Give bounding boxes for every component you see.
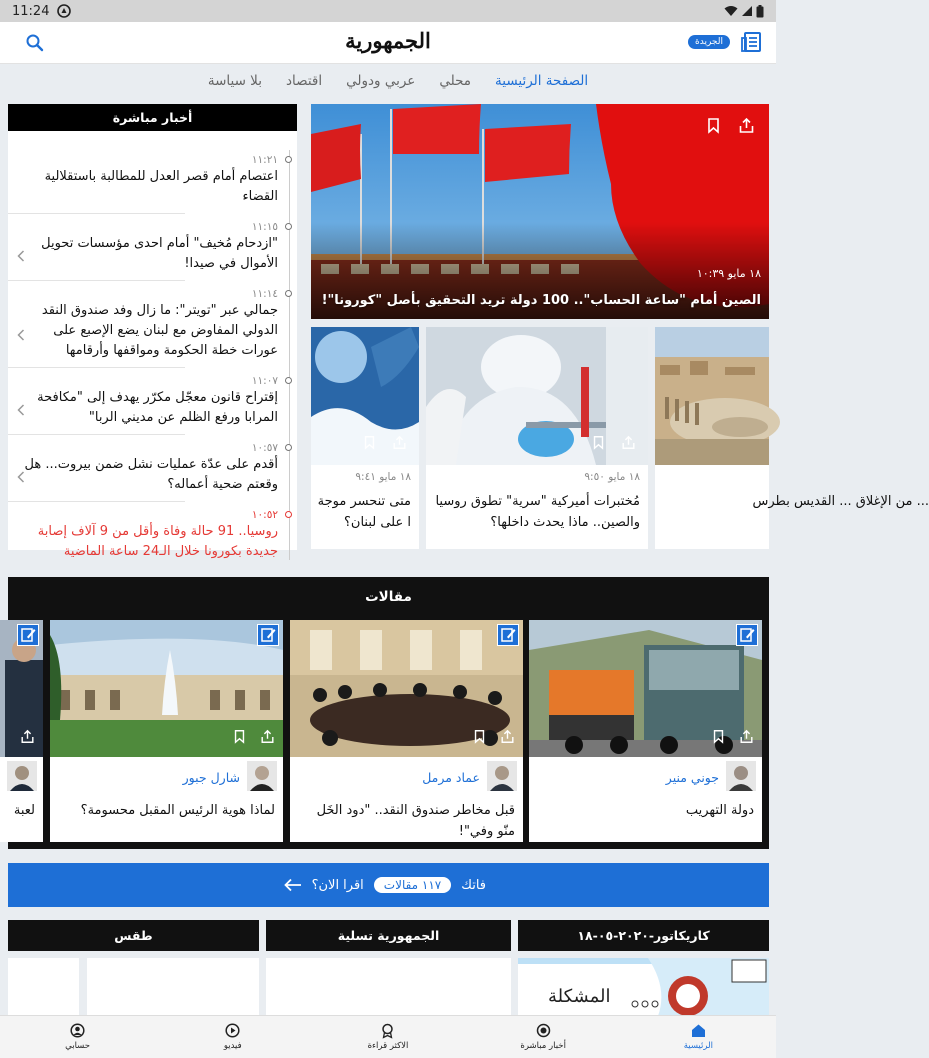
timeline-dot [285,444,292,451]
tab-home[interactable]: الصفحة الرئيسية [495,73,589,89]
home-icon [691,1023,706,1038]
app-bar [0,22,776,64]
chevron-left-icon [17,250,25,262]
live-item-time: ١١:١٥ [251,221,278,233]
edit-note-icon [736,624,758,646]
live-item[interactable] [8,287,297,361]
timeline-dot [285,290,292,297]
card-time: ١٨ مايو ٩:٥٠ [584,471,640,483]
live-news-header[interactable]: أخبار مباشرة [8,104,297,131]
live-item[interactable] [8,153,297,207]
entertainment-header[interactable]: الجمهورية تسلية [266,920,511,951]
bottom-nav-home[interactable] [621,1016,776,1058]
author-avatar [7,761,37,791]
bottom-nav-label: الاكثر قراءة [367,1041,409,1051]
live-item-text: اعتصام أمام قصر العدل للمطالبة باستقلالية القضاء [44,169,278,204]
author-name[interactable]: شارل جبور [182,770,240,785]
share-icon[interactable] [739,729,754,744]
divider [8,367,185,368]
divider [8,280,185,281]
edit-note-icon [257,624,279,646]
bottom-nav-video[interactable] [155,1016,310,1058]
card-image [655,327,769,465]
share-icon[interactable] [392,435,407,450]
timeline-dot [285,511,292,518]
weather-card[interactable] [87,958,259,1016]
live-item[interactable] [8,441,297,495]
app-notification-icon [57,4,71,18]
weather-card-secondary[interactable] [8,958,79,1016]
hero-image [311,104,769,319]
article-card[interactable] [0,620,43,842]
live-item-time: ١٠:٥٢ [251,509,278,521]
article-title: لعبة [13,803,35,818]
tab-arab-international[interactable]: عربي ودولي [346,73,416,89]
timeline-dot [285,156,292,163]
live-item[interactable] [8,220,297,274]
chevron-left-icon [17,471,25,483]
missed-articles-banner[interactable] [8,863,769,907]
bookmark-icon[interactable] [591,435,606,450]
edit-note-icon [17,624,39,646]
live-news-panel [8,104,297,559]
author-avatar [247,761,277,791]
article-title: قبل مخاطر صندوق النقد.. "دود الخَل منّو وفي"! [316,803,515,839]
live-item-time: ١١:١٤ [251,288,278,300]
news-card[interactable] [311,327,419,549]
caricature-caption: المشكلة [548,986,611,1007]
share-icon[interactable] [260,729,275,744]
article-title: دولة التهريب [685,803,754,818]
live-item-highlight[interactable] [8,508,297,562]
award-icon [380,1023,395,1038]
bottom-nav-account[interactable] [0,1016,155,1058]
signal-icon [741,5,753,17]
bottom-nav-live[interactable] [466,1016,621,1058]
live-item-text: روسيا.. 91 حالة وفاة وأقل من 9 آلاف إصابة جديدة بكورونا خلال الـ24 ساعة الماضية [37,524,278,559]
live-item-text: جمالي عبر "تويتر": ما زال وفد صندوق النقد الدولي المفاوض مع لبنان يضع الإصبع على عورات خطة الحكومة ومواقفها وأرقامها [41,303,278,358]
article-card[interactable] [290,620,523,842]
divider [8,213,185,214]
tab-no-politics[interactable]: بلا سياسة [207,73,262,89]
author-name[interactable]: عماد مرمل [422,770,480,785]
caricature-card[interactable] [518,958,769,1016]
timeline-dot [285,377,292,384]
author-avatar [726,761,756,791]
live-item-time: ١٠:٥٧ [251,442,278,454]
wifi-icon [724,5,738,17]
articles-section [8,577,769,849]
author-avatar [487,761,517,791]
author-name[interactable]: جوني منير [665,770,719,785]
search-icon[interactable] [24,32,46,54]
status-time: 11:24 [12,3,50,19]
card-title: ... من الإغلاق ... القديس بطرس [752,494,929,509]
bottom-nav-label: حسابي [65,1041,91,1051]
hero-title: الصين أمام "ساعة الحساب".. 100 دولة تريد التحقيق بأصل "كورونا"! [321,293,761,308]
bottom-nav-label: الرئيسية [683,1041,713,1051]
news-card[interactable] [655,327,929,549]
live-icon [536,1023,551,1038]
hero-story[interactable] [311,104,769,319]
article-image [50,620,283,757]
bookmark-icon[interactable] [362,435,377,450]
bottom-nav [0,1015,776,1058]
card-title: مُختبرات أميركية "سرية" تطوق روسيا والصين.. ماذا يحدث داخلها؟ [435,494,640,530]
chevron-left-icon [17,329,25,341]
live-item-time: ١١:٠٧ [251,375,278,387]
caricature-header[interactable]: كاريكاتور-٢٠٢٠-٠٥-١٨ [518,920,769,951]
hero-time: ١٨ مايو ١٠:٣٩ [696,267,761,280]
card-image [426,327,648,465]
battery-icon [756,5,764,18]
entertainment-card[interactable] [266,958,511,1016]
newspaper-icon[interactable] [741,31,763,53]
article-image [529,620,762,757]
divider [8,434,185,435]
status-bar [0,0,776,22]
live-item-text: "ازدحام مُخيف" أمام احدى مؤسسات تحويل الأموال في صيدا! [41,236,278,271]
live-item[interactable] [8,374,297,428]
card-title: متى تنحسر موجة ا على لبنان؟ [317,494,411,530]
article-card[interactable] [529,620,762,842]
article-image [290,620,523,757]
divider [8,501,185,502]
bookmark-icon[interactable] [711,729,726,744]
article-card[interactable] [50,620,283,842]
account-icon [70,1023,85,1038]
live-item-text: أقدم على عدّة عمليات نشل ضمن بيروت... هل وقعتم ضحية أعماله؟ [24,457,278,492]
tab-economy[interactable]: اقتصاد [285,73,323,89]
card-time: ١٨ مايو ٩:٤١ [355,471,411,483]
bookmark-icon[interactable] [705,117,722,134]
bottom-nav-label: فيديو [223,1041,242,1051]
bookmark-icon[interactable] [232,729,247,744]
play-icon [225,1023,240,1038]
articles-count-pill: ١١٧ مقالات [374,877,451,893]
paper-badge[interactable]: الجريدة [688,35,730,49]
share-icon[interactable] [20,729,35,744]
news-card[interactable] [426,327,648,549]
share-icon[interactable] [738,117,755,134]
section-tabs [0,64,776,98]
chevron-left-icon [17,404,25,416]
site-logo[interactable] [300,28,476,58]
share-icon[interactable] [500,729,515,744]
weather-header[interactable]: طقس [8,920,259,951]
bottom-nav-most-read[interactable] [310,1016,465,1058]
tab-local[interactable]: محلي [439,73,472,89]
timeline-dot [285,223,292,230]
article-title: لماذا هوية الرئيس المقبل محسومة؟ [80,803,275,818]
bookmark-icon[interactable] [472,729,487,744]
missed-label: فاتك [461,877,486,893]
live-item-time: ١١:٢١ [251,154,278,166]
read-now-label: اقرا الان؟ [311,877,364,893]
live-item-text: إقتراح قانون معجّل مكرّر يهدف إلى "مكافحة المرابا ورفع الظلم عن مديني الربا" [37,390,278,425]
articles-header[interactable]: مقالات [365,589,412,605]
logo-text: الجمهورية [345,28,431,53]
bottom-nav-label: أخبار مباشرة [520,1041,566,1051]
arrow-left-icon [284,878,302,892]
share-icon[interactable] [621,435,636,450]
edit-note-icon [497,624,519,646]
